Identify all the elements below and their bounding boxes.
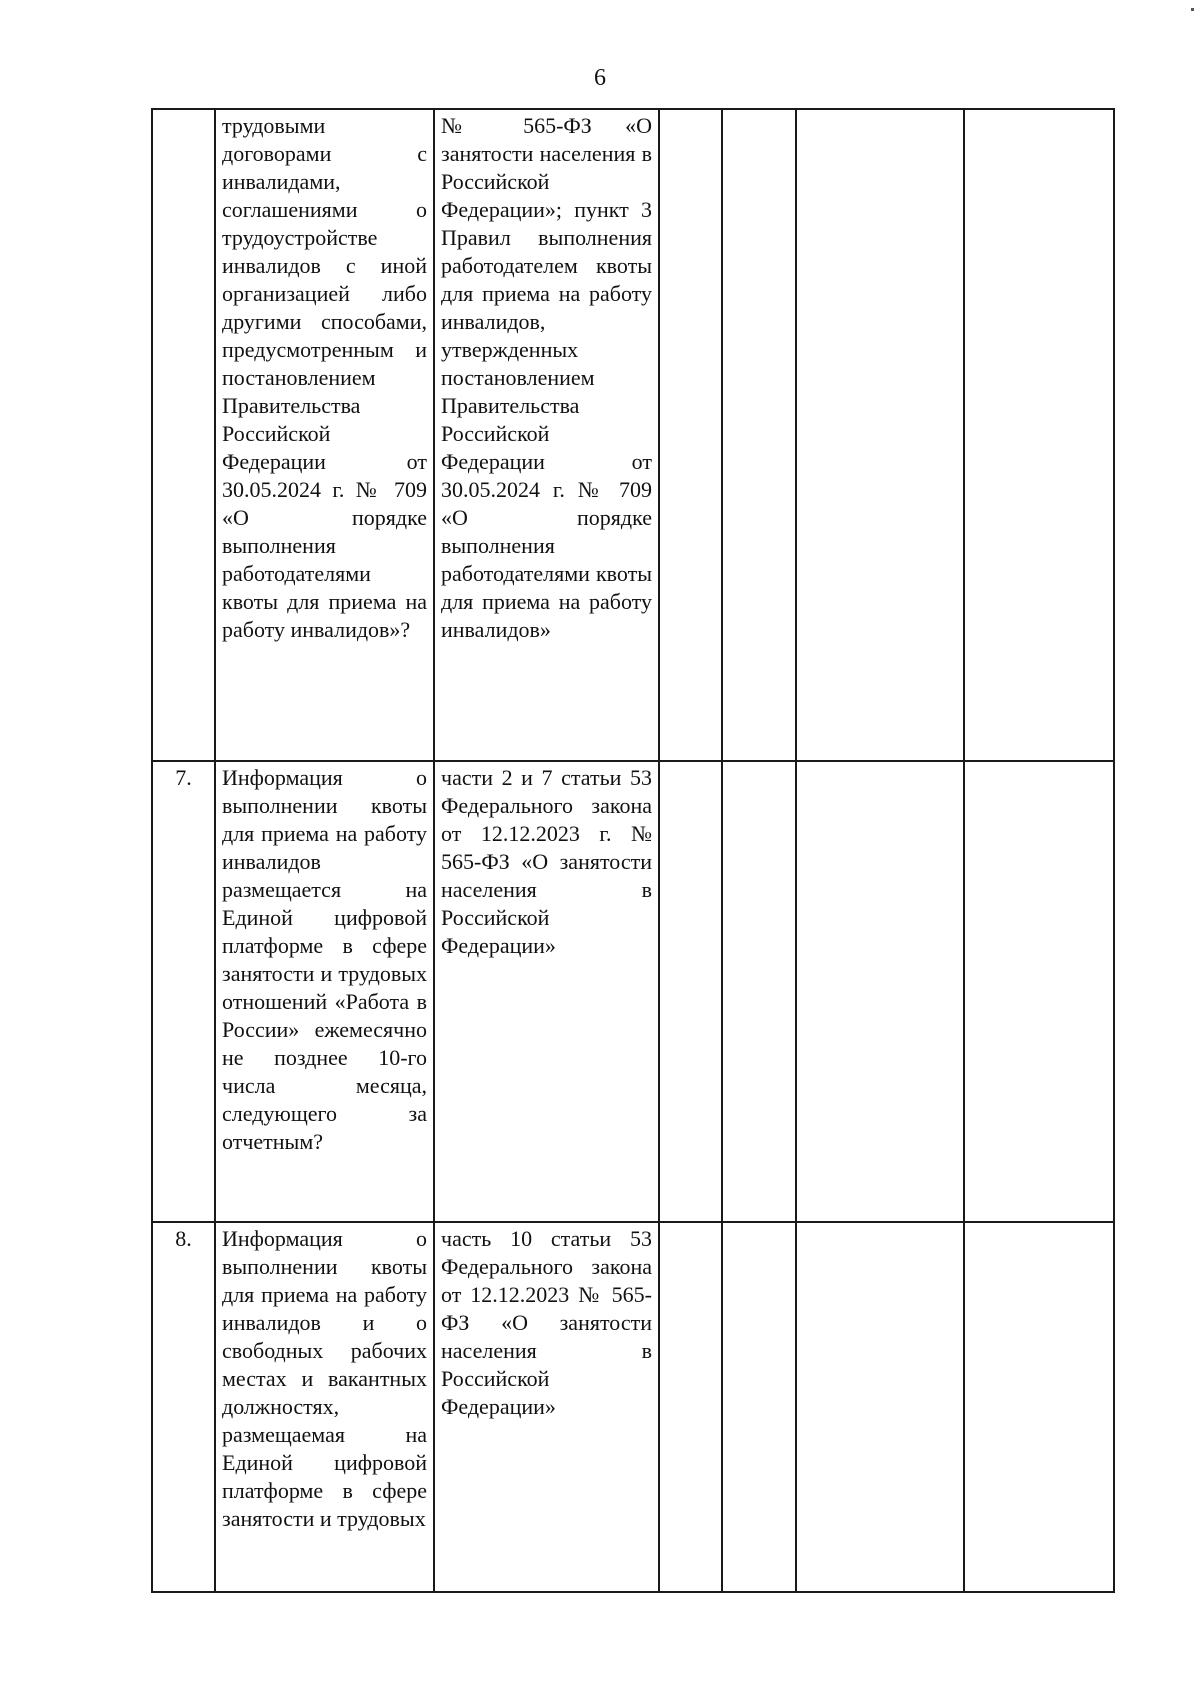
row-number-cell	[152, 109, 215, 761]
scan-edge-mark	[1191, 8, 1194, 11]
answer-na-cell	[796, 109, 964, 761]
legal-basis-cell: части 2 и 7 статьи 53 Федерального закона от 12.12.2023 г. № 565-ФЗ «О занятости населения в Российской Федерации»	[434, 761, 659, 1222]
row-number-cell: 8.	[152, 1222, 215, 1592]
question-cell: трудовыми договорами с инвалидами, соглашениями о трудоустройстве инвалидов с иной организацией либо другими способами, предусмотренным и постановлением Правительства Российской Федерации от 30.05.2024 г. № 709 «О порядке выполнения работодателями квоты для приема на работу инвалидов»?	[215, 109, 434, 761]
answer-yes-cell	[659, 1222, 722, 1592]
table-row	[152, 761, 1114, 1222]
checklist-table	[151, 108, 1115, 1593]
row-number-cell: 7.	[152, 761, 215, 1222]
legal-basis-cell: часть 10 статьи 53 Федерального закона от 12.12.2023 № 565-ФЗ «О занятости населения в Российской Федерации»	[434, 1222, 659, 1592]
answer-na-cell	[796, 1222, 964, 1592]
answer-no-cell	[722, 1222, 796, 1592]
answer-na-cell	[796, 761, 964, 1222]
question-cell: Информация о выполнении квоты для приема на работу инвалидов размещается на Единой цифровой платформе в сфере занятости и трудовых отношений «Работа в России» ежемесячно не позднее 10-го числа месяца, следующего за отчетным?	[215, 761, 434, 1222]
page-number: 6	[594, 65, 606, 91]
answer-yes-cell	[659, 761, 722, 1222]
answer-no-cell	[722, 109, 796, 761]
note-cell	[964, 109, 1114, 761]
table-row	[152, 1222, 1114, 1592]
question-cell: Информация о выполнении квоты для приема на работу инвалидов и о свободных рабочих местах и вакантных должностях, размещаемая на Единой цифровой платформе в сфере занятости и трудовых	[215, 1222, 434, 1592]
legal-basis-cell: № 565-ФЗ «О занятости населения в Российской Федерации»; пункт 3 Правил выполнения работодателем квоты для приема на работу инвалидов, утвержденных постановлением Правительства Российской Федерации от 30.05.2024 г. № 709 «О порядке выполнения работодателями квоты для приема на работу инвалидов»	[434, 109, 659, 761]
note-cell	[964, 1222, 1114, 1592]
answer-no-cell	[722, 761, 796, 1222]
table-row	[152, 109, 1114, 761]
answer-yes-cell	[659, 109, 722, 761]
note-cell	[964, 761, 1114, 1222]
